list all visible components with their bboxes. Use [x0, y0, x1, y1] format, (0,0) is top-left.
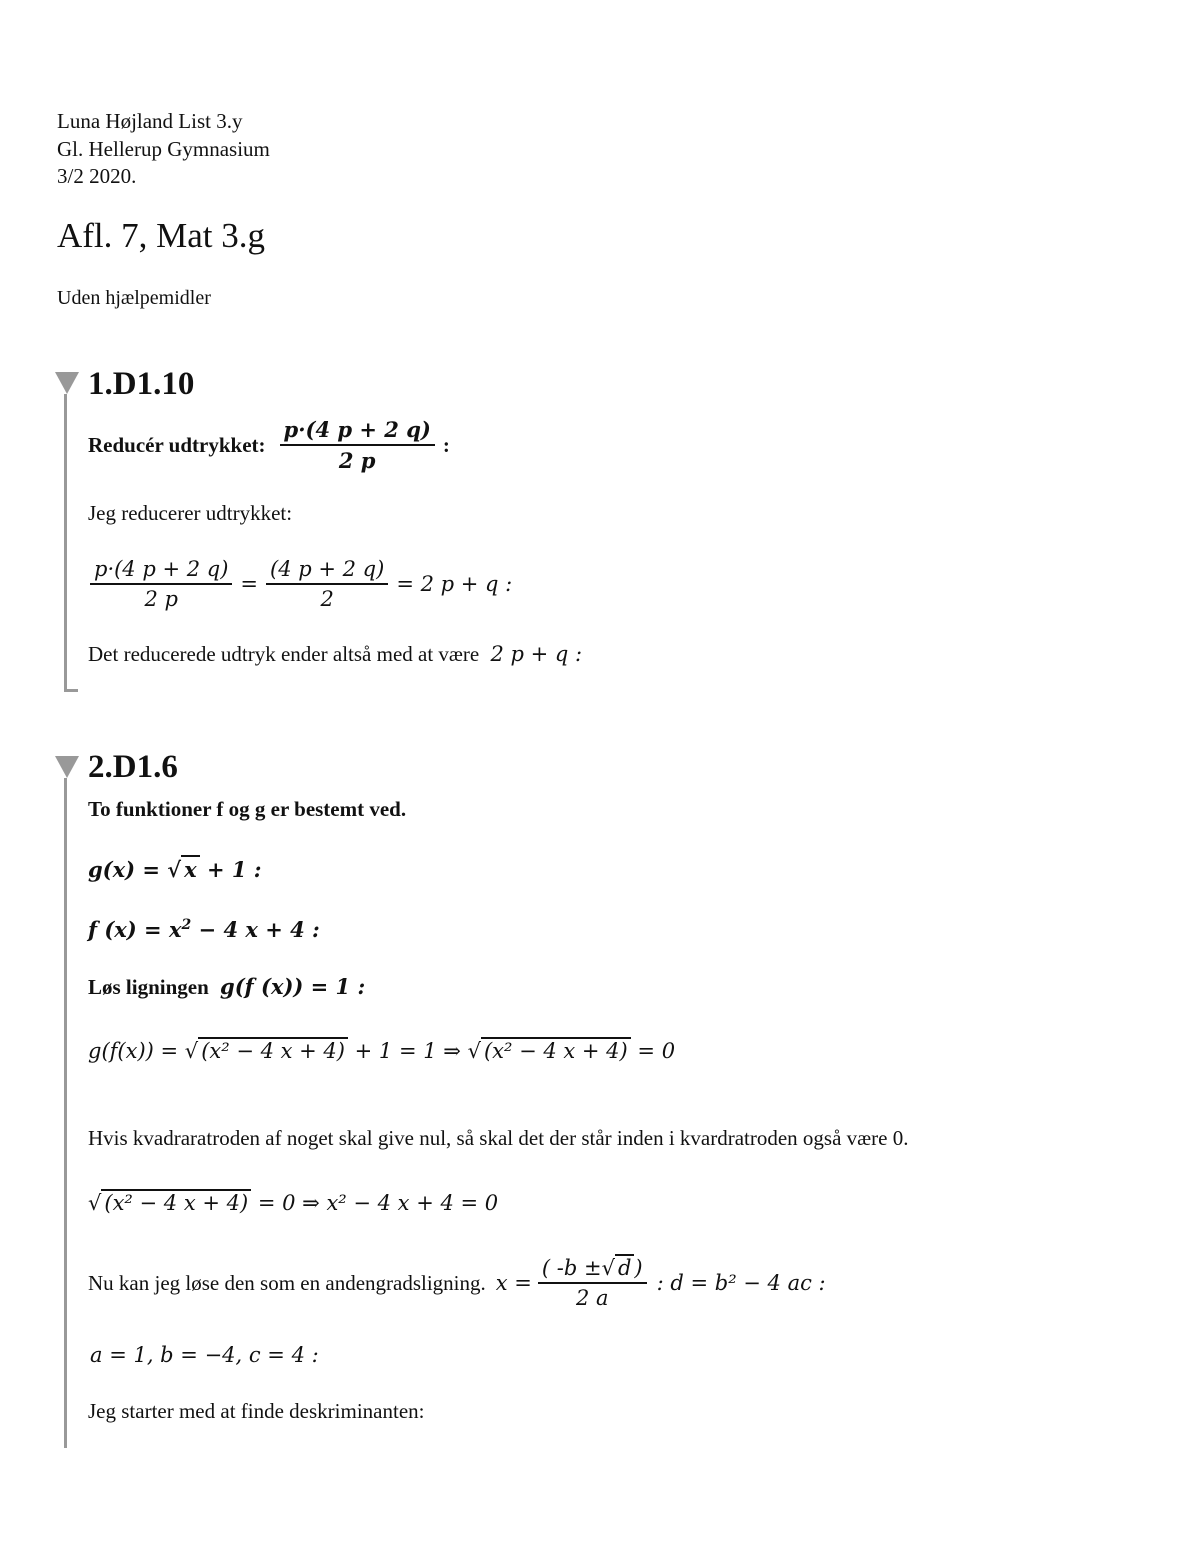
document-title: Afl. 7, Mat 3.g: [57, 216, 266, 255]
prompt-numerator: p·(4 p + 2 q): [280, 417, 435, 446]
collapse-arrow-icon-section-1[interactable]: [55, 372, 79, 394]
quad-num-b: ): [634, 1256, 643, 1280]
task-text: Løs ligningen: [88, 975, 209, 999]
eq1-sqrt-1: √ (x² − 4 x + 4): [185, 1039, 348, 1063]
g-definition: [88, 857, 262, 882]
section-1-bracket-end: [64, 689, 78, 692]
section-1-conclusion: [88, 642, 582, 667]
f-definition: [88, 917, 320, 942]
quad-sqrt: √ d: [602, 1256, 635, 1280]
prompt-label: Reducér udtrykket:: [88, 432, 266, 457]
equation-2: [88, 1191, 498, 1215]
eq-fraction-2: [266, 557, 388, 611]
f-exponent: 2: [181, 917, 192, 933]
eq1-sqrt-2: √ (x² − 4 x + 4): [468, 1039, 631, 1063]
eq2-radicand: (x² − 4 x + 4): [101, 1189, 251, 1215]
f-rhs: − 4 x + 4 :: [191, 917, 320, 942]
quad-lhs: x =: [495, 1271, 532, 1295]
quad-num-a: ( -b ±: [541, 1256, 602, 1280]
eq-numerator-1: p·(4 p + 2 q): [90, 557, 232, 585]
section-2-intro: To funktioner f og g er bestemt ved.: [88, 797, 407, 821]
g-lhs: g(x) =: [88, 857, 160, 882]
quad-text: Nu kan jeg løse den som en andengradsligning.: [88, 1270, 486, 1295]
equation-1: [88, 1039, 675, 1063]
author-line: Luna Højland List 3.y: [57, 109, 243, 133]
quad-fraction: [538, 1256, 647, 1310]
section-1-prompt: [88, 417, 450, 473]
section-2-heading: 2.D1.6: [88, 749, 178, 785]
eq1-middle: + 1 = 1 ⇒: [354, 1039, 461, 1063]
document-subtitle: Uden hjælpemidler: [57, 287, 211, 309]
eq1-radicand-1: (x² − 4 x + 4): [198, 1037, 348, 1063]
quad-denominator: 2 a: [575, 1286, 609, 1310]
section-1-text: Jeg reducerer udtrykket:: [88, 501, 293, 525]
eq2-sqrt: √ (x² − 4 x + 4): [88, 1191, 251, 1215]
coefficients: a = 1, b = −4, c = 4 :: [90, 1343, 319, 1367]
eq-denominator-2: 2: [320, 587, 334, 611]
section-2-bracket: [64, 778, 67, 1448]
g-rhs: + 1 :: [206, 857, 262, 882]
eq-fraction-1: [90, 557, 232, 611]
section-1-equation: [90, 555, 512, 613]
eq-result: = 2 p + q :: [396, 572, 513, 596]
quad-rest: : d = b² − 4 ac :: [656, 1271, 826, 1295]
prompt-fraction: [280, 417, 435, 473]
eq-equals: =: [240, 572, 259, 596]
quadratic-formula-line: [88, 1254, 826, 1312]
school-line: Gl. Hellerup Gymnasium: [57, 137, 270, 161]
eq1-radicand-2: (x² − 4 x + 4): [481, 1037, 631, 1063]
section-1-heading: 1.D1.10: [88, 366, 195, 402]
eq2-rest: = 0 ⇒ x² − 4 x + 4 = 0: [257, 1191, 499, 1215]
g-radicand: x: [181, 855, 200, 882]
discriminant-text: Jeg starter med at finde deskriminanten:: [88, 1399, 425, 1423]
section-1-bracket: [64, 394, 67, 692]
eq1-end: = 0: [637, 1039, 676, 1063]
section-2-task: [88, 974, 365, 1000]
task-math: g(f (x)) = 1 :: [220, 974, 366, 999]
eq1-lhs: g(f(x)) =: [88, 1039, 179, 1063]
collapse-arrow-icon-section-2[interactable]: [55, 756, 79, 778]
conclusion-text: Det reducerede udtryk ender altså med at være: [88, 642, 480, 666]
g-sqrt: √ x: [167, 857, 199, 882]
conclusion-math: 2 p + q :: [490, 642, 583, 666]
prompt-denominator: 2 p: [338, 448, 376, 473]
eq-numerator-2: (4 p + 2 q): [266, 557, 388, 585]
f-lhs: f (x) = x: [88, 917, 182, 942]
eq-denominator-1: 2 p: [144, 587, 178, 611]
date-line: 3/2 2020.: [57, 164, 137, 188]
quad-numerator: [538, 1256, 647, 1284]
section-2-explanation: Hvis kvadraratroden af noget skal give nul, så skal det der står inden i kvardratroden også være 0.: [88, 1126, 909, 1150]
quad-radicand: d: [615, 1254, 634, 1280]
prompt-end: :: [442, 432, 450, 457]
